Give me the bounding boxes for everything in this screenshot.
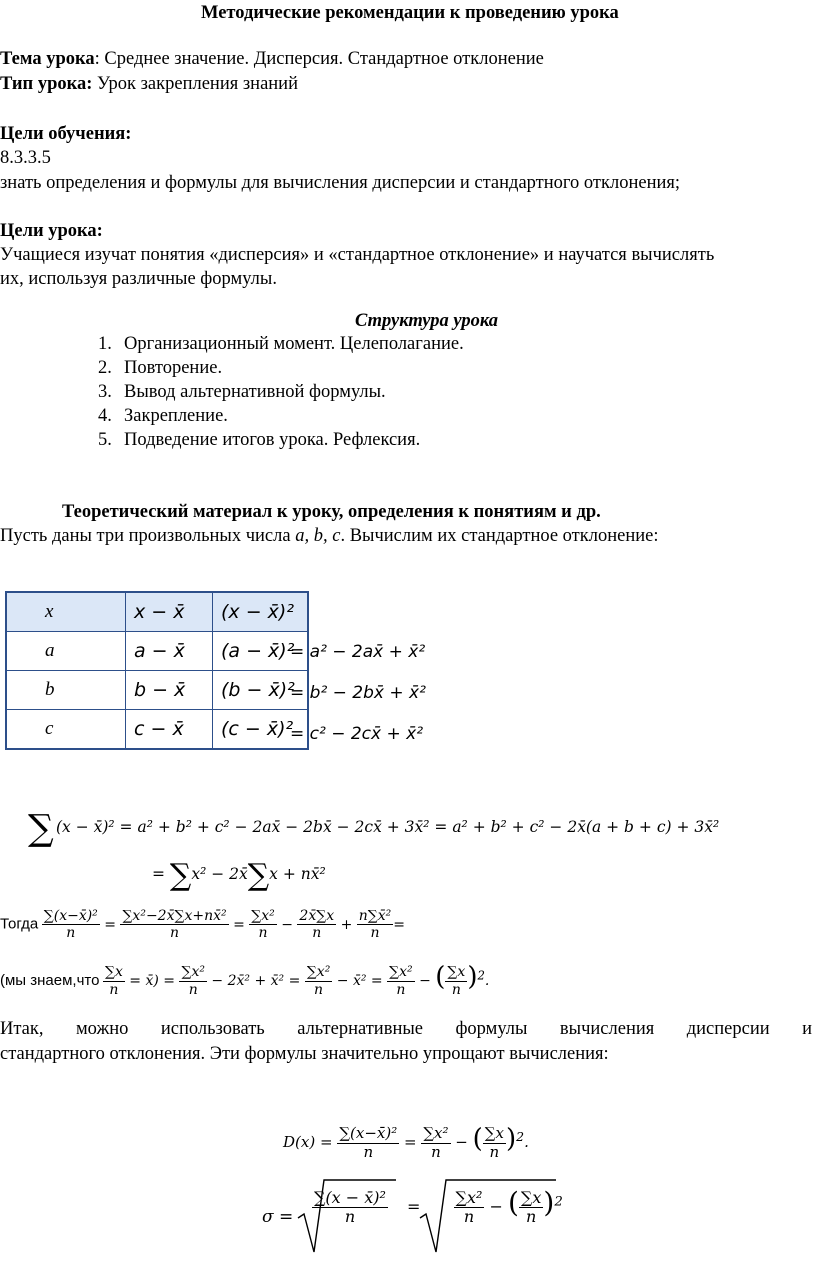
lesson-goals-heading: Цели урока:	[0, 221, 103, 241]
table-cell: c	[6, 710, 126, 750]
topic-label: Тема урока	[0, 49, 95, 69]
list-text: Организационный момент. Целеполагание.	[124, 334, 464, 354]
list-num: 5.	[98, 430, 112, 450]
learning-goals-code: 8.3.3.5	[0, 148, 51, 168]
variance-formula: D(x) = $\frac{\text{∑(x−x̄)²}}{n}$ = $\frac{\text{∑x²}}{n}$ − ( $\frac{\sum x}{n}$ )$^2$.	[283, 1124, 529, 1161]
list-num: 4.	[98, 406, 112, 426]
sum-identity-line1: (x − x̄)² = a² + b² + c² − 2ax̄ − 2bx̄ − 2cx̄ + 3x̄² = a² + b² + c² − 2x̄(a + b + c) + 3x̄²	[56, 818, 720, 836]
table-cell: b − x̄	[126, 671, 213, 710]
page-title: Методические рекомендации к проведению урока	[201, 3, 619, 23]
table-row	[6, 671, 308, 710]
list-item	[98, 382, 386, 403]
table-row	[6, 710, 308, 750]
deviation-table	[5, 591, 309, 750]
intro-pre: Пусть даны три произвольных числа	[0, 526, 296, 546]
sigma-symbol: ∑	[247, 858, 270, 893]
list-num: 2.	[98, 358, 112, 378]
table-header-cell: (x − x̄)²	[213, 592, 309, 632]
row-expansion: = b² − 2bx̄ + x̄²	[290, 683, 426, 703]
table-header-row	[6, 592, 308, 632]
table-cell: (c − x̄)²	[213, 710, 309, 750]
list-item	[98, 358, 223, 379]
theory-intro	[0, 526, 659, 547]
table-header-cell: x − x̄	[126, 592, 213, 632]
intro-vars: a, b, c	[295, 526, 341, 546]
list-num: 3.	[98, 382, 112, 402]
learning-goals-heading: Цели обучения:	[0, 124, 132, 144]
intro-post: . Вычислим их стандартное отклонение:	[340, 526, 659, 546]
known-pre: (мы знаем,что	[0, 972, 100, 989]
row-expansion: = a² − 2ax̄ + x̄²	[290, 642, 426, 662]
type-label: Тип урока:	[0, 74, 93, 94]
sum-identity-line2: = ∑x² − 2x̄∑x + nx̄²	[152, 858, 326, 893]
theory-heading: Теоретический материал к уроку, определения к понятиям и др.	[62, 502, 601, 522]
conclusion-line1: Итак, можно использовать альтернативные формулы вычисления дисперсии и	[0, 1019, 812, 1039]
table-cell: (a − x̄)²	[213, 632, 309, 671]
table-cell: a	[6, 632, 126, 671]
lesson-goals-line2: их, используя различные формулы.	[0, 269, 277, 289]
structure-heading: Структура урока	[355, 311, 498, 331]
table-cell: c − x̄	[126, 710, 213, 750]
list-item	[98, 334, 464, 355]
learning-goals-text: знать определения и формулы для вычисления дисперсии и стандартного отклонения;	[0, 173, 681, 193]
togda-word: Тогда	[0, 915, 39, 933]
list-text: Повторение.	[124, 358, 223, 378]
table-cell: (b − x̄)²	[213, 671, 309, 710]
known-line: (мы знаем,что $\frac{\sum x}{n}$ = x̄) = $\frac{\text{∑x²}}{n}$ − 2x̄² + x̄² = $\frac{\text{∑x²}}{n}$ − x̄² = $\frac{\text{∑x²}}{n}$ − ( $\frac{\sum x}{n}$ )$^2$.	[0, 962, 490, 998]
std-deviation-formula: $\frac{\text{∑(x − x̄)²}}{n}$ = $\frac{\text{∑x²}}{n}$ − ( $\frac{\sum x}{n}$ )$^2$	[314, 1186, 563, 1226]
list-text: Подведение итогов урока. Рефлексия.	[124, 430, 421, 450]
sigma-symbol: ∑	[169, 858, 192, 893]
sigma-symbol: ∑	[28, 808, 54, 849]
topic-value: : Среднее значение. Дисперсия. Стандартное отклонение	[94, 49, 544, 69]
list-text: Вывод альтернативной формулы.	[124, 382, 386, 402]
topic-line	[0, 49, 544, 70]
conclusion-line2: стандартного отклонения. Эти формулы значительно упрощают вычисления:	[0, 1044, 609, 1064]
list-num: 1.	[98, 334, 112, 354]
sigma-label: σ =	[262, 1207, 294, 1227]
row-expansion: = c² − 2cx̄ + x̄²	[290, 724, 424, 744]
table-row	[6, 632, 308, 671]
type-value: Урок закрепления знаний	[92, 74, 298, 94]
type-line	[0, 74, 298, 95]
list-item	[98, 430, 421, 451]
lesson-goals-line1: Учащиеся изучат понятия «дисперсия» и «стандартное отклонение» и научатся вычислять	[0, 245, 715, 265]
list-item	[98, 406, 228, 427]
togda-line: Тогда $\frac{\text{∑(x−x̄)²}}{n}$ = $\frac{\text{∑x²−2x̄∑x+nx̄²}}{n}$ = $\frac{\text{∑x²}}{n}$ − $\frac{2x̄\sum x}{n}$ + $\frac{\text{n∑x̄²}}{n}$ =	[0, 908, 406, 942]
table-cell: a − x̄	[126, 632, 213, 671]
list-text: Закрепление.	[124, 406, 228, 426]
table-header-cell: x	[6, 592, 126, 632]
table-cell: b	[6, 671, 126, 710]
